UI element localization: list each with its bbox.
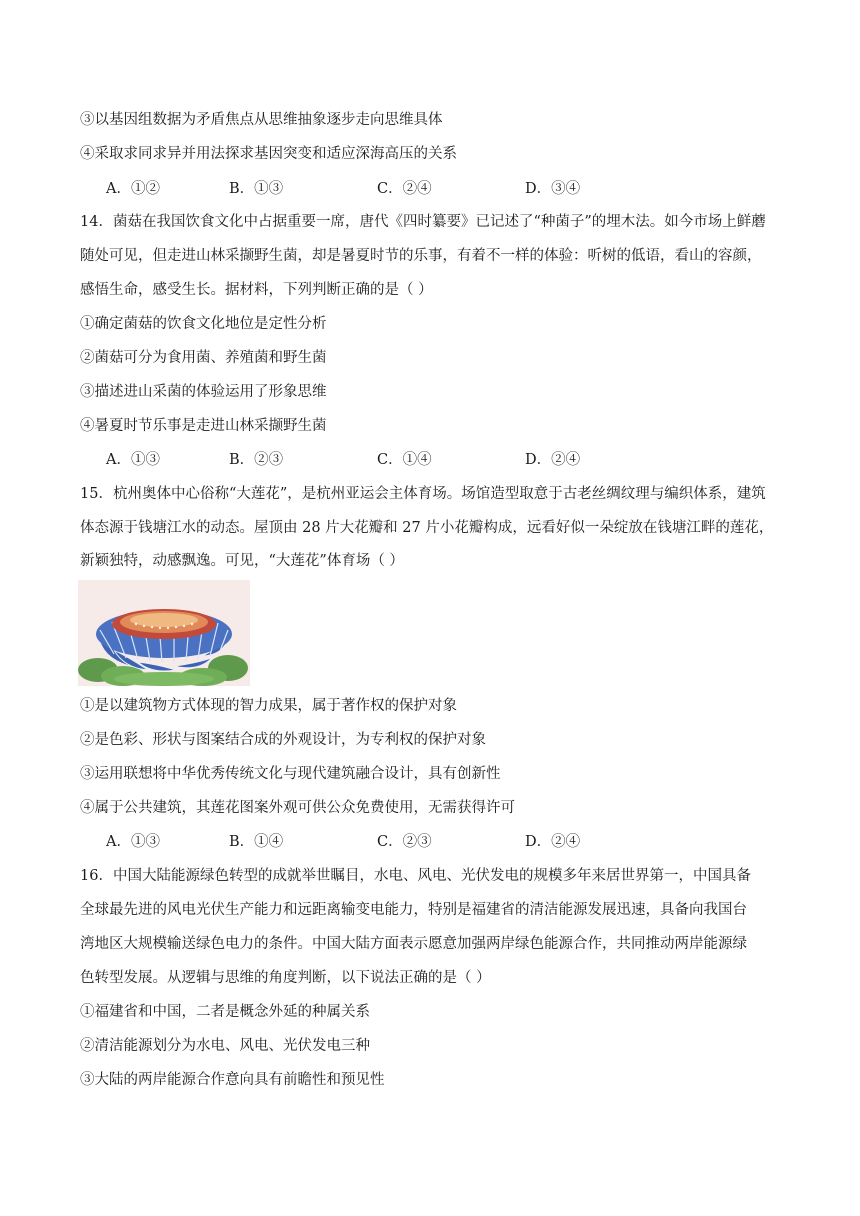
q16-item-3: ③大陆的两岸能源合作意向具有前瞻性和预见性 <box>80 1072 385 1088</box>
q15-stem-line-2: 体态源于钱塘江水的动态。屋顶由 28 片大花瓣和 27 片小花瓣构成，远看好似一朵绽放在钱塘江畔的莲花， <box>80 520 774 536</box>
q13-option-d: D．③④ <box>525 181 581 197</box>
q16-stem-line-4: 色转型发展。从逻辑与思维的角度判断，以下说法正确的是（ ） <box>80 970 491 986</box>
q16-item-2: ②清洁能源划分为水电、风电、光伏发电三种 <box>80 1038 370 1054</box>
q14-option-a: A．①③ <box>106 452 160 468</box>
q16-stem-line-1: 16．中国大陆能源绿色转型的成就举世瞩目，水电、风电、光伏发电的规模多年来居世界第一，中国具备 <box>80 868 751 884</box>
q15-option-d: D．②④ <box>525 834 581 850</box>
q15-option-c: C．②③ <box>377 834 432 850</box>
q13-option-b: B．①③ <box>229 181 284 197</box>
q15-item-2: ②是色彩、形状与图案结合成的外观设计，为专利权的保护对象 <box>80 732 486 748</box>
q15-item-3: ③运用联想将中华优秀传统文化与现代建筑融合设计，具有创新性 <box>80 766 501 782</box>
q15-item-1: ①是以建筑物方式体现的智力成果，属于著作权的保护对象 <box>80 698 457 714</box>
q13-item-4: ④采取求同求异并用法探求基因突变和适应深海高压的关系 <box>80 146 457 162</box>
q15-item-4: ④属于公共建筑，其莲花图案外观可供公众免费使用，无需获得许可 <box>80 800 515 816</box>
q14-stem-line-1: 14．菌菇在我国饮食文化中占据重要一席，唐代《四时纂要》已记述了“种菌子”的埋木法。如今市场上鲜蘑 <box>80 214 766 230</box>
q14-option-b: B．②③ <box>229 452 284 468</box>
q13-option-a: A．①② <box>106 181 160 197</box>
stadium-lotus-illustration <box>78 580 250 686</box>
q14-item-1: ①确定菌菇的饮食文化地位是定性分析 <box>80 316 327 332</box>
q14-item-4: ④暑夏时节乐事是走进山林采撷野生菌 <box>80 418 327 434</box>
q14-stem-line-2: 随处可见，但走进山林采撷野生菌，却是暑夏时节的乐事，有着不一样的体验：听树的低语，看山的容颜， <box>80 248 762 264</box>
q15-option-b: B．①④ <box>229 834 284 850</box>
q14-option-d: D．②④ <box>525 452 581 468</box>
q14-item-2: ②菌菇可分为食用菌、养殖菌和野生菌 <box>80 350 327 366</box>
q14-item-3: ③描述进山采菌的体验运用了形象思维 <box>80 384 327 400</box>
q15-stem-line-1: 15．杭州奥体中心俗称“大莲花”，是杭州亚运会主体育场。场馆造型取意于古老丝绸纹理与编织体系，建筑 <box>80 486 766 502</box>
q14-stem-line-3: 感悟生命，感受生长。据材料，下列判断正确的是（ ） <box>80 282 433 298</box>
q15-stem-line-3: 新颖独特，动感飘逸。可见，“大莲花”体育场（ ） <box>80 553 404 569</box>
q16-stem-line-2: 全球最先进的风电光伏生产能力和远距离输变电能力，特别是福建省的清洁能源发展迅速，具备向我国台 <box>80 902 747 918</box>
q16-item-1: ①福建省和中国，二者是概念外延的种属关系 <box>80 1004 370 1020</box>
q16-stem-line-3: 湾地区大规模输送绿色电力的条件。中国大陆方面表示愿意加强两岸绿色能源合作，共同推动两岸能源绿 <box>80 936 747 952</box>
q13-option-c: C．②④ <box>377 181 432 197</box>
q15-option-a: A．①③ <box>106 834 160 850</box>
q14-option-c: C．①④ <box>377 452 432 468</box>
q13-item-3: ③以基因组数据为矛盾焦点从思维抽象逐步走向思维具体 <box>80 112 443 128</box>
